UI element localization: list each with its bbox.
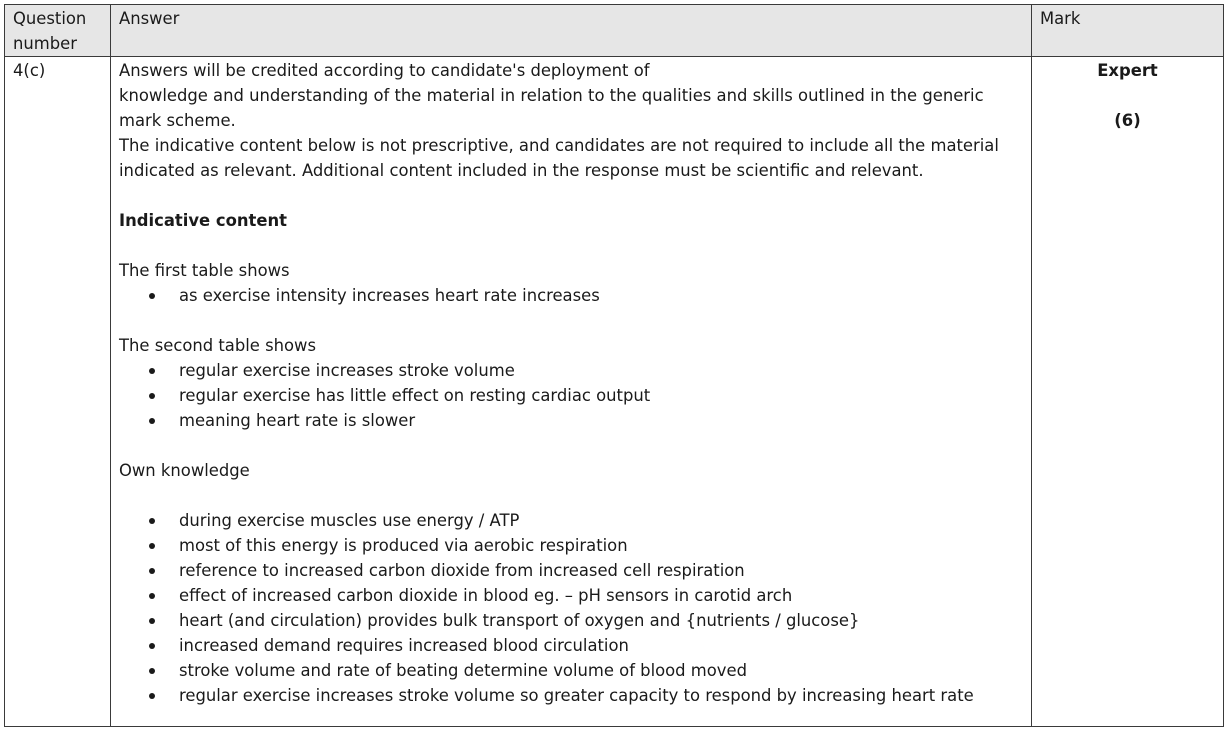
header-answer: Answer — [111, 5, 1032, 57]
spacer — [119, 433, 1023, 458]
header-question-number: Question number — [5, 5, 111, 57]
table-row — [5, 57, 1224, 727]
list-item: heart (and circulation) provides bulk transport of oxygen and {nutrients / glucose} — [119, 608, 1023, 633]
second-table-label: The second table shows — [119, 336, 316, 355]
mark-scheme-table — [4, 4, 1224, 727]
list-item: regular exercise increases stroke volume so greater capacity to respond by increasing heart rate — [119, 683, 1023, 708]
list-item: meaning heart rate is slower — [119, 408, 1023, 433]
spacer — [119, 183, 1023, 208]
intro-line-3: The indicative content below is not prescriptive, and candidates are not required to include all the material indicated as relevant. Additional content included in the response must be scientific and relevant. — [119, 136, 999, 180]
answer-cell — [111, 57, 1032, 727]
list-item: reference to increased carbon dioxide from increased cell respiration — [119, 558, 1023, 583]
intro-line-2: knowledge and understanding of the material in relation to the qualities and skills outlined in the generic mark scheme. — [119, 86, 984, 130]
first-table-label: The first table shows — [119, 261, 290, 280]
mark-value: (6) — [1114, 111, 1141, 130]
own-knowledge-label: Own knowledge — [119, 461, 250, 480]
list-item: increased demand requires increased blood circulation — [119, 633, 1023, 658]
question-number-cell: 4(c) — [5, 57, 111, 727]
mark-label: Expert — [1097, 61, 1158, 80]
spacer — [119, 233, 1023, 258]
mark-cell — [1032, 57, 1224, 727]
spacer — [119, 308, 1023, 333]
list-item: as exercise intensity increases heart rate increases — [119, 283, 1023, 308]
header-row — [5, 5, 1224, 57]
list-item: during exercise muscles use energy / ATP — [119, 508, 1023, 533]
list-item: effect of increased carbon dioxide in blood eg. – pH sensors in carotid arch — [119, 583, 1023, 608]
list-item: stroke volume and rate of beating determine volume of blood moved — [119, 658, 1023, 683]
list-item: regular exercise increases stroke volume — [119, 358, 1023, 383]
indicative-content-heading: Indicative content — [119, 211, 287, 230]
intro-line-1: Answers will be credited according to candidate's deployment of — [119, 61, 650, 80]
spacer — [119, 483, 1023, 508]
first-table-list — [119, 283, 1023, 308]
list-item: most of this energy is produced via aerobic respiration — [119, 533, 1023, 558]
list-item: regular exercise has little effect on resting cardiac output — [119, 383, 1023, 408]
second-table-list — [119, 358, 1023, 433]
header-mark: Mark — [1032, 5, 1224, 57]
own-knowledge-list — [119, 508, 1023, 708]
